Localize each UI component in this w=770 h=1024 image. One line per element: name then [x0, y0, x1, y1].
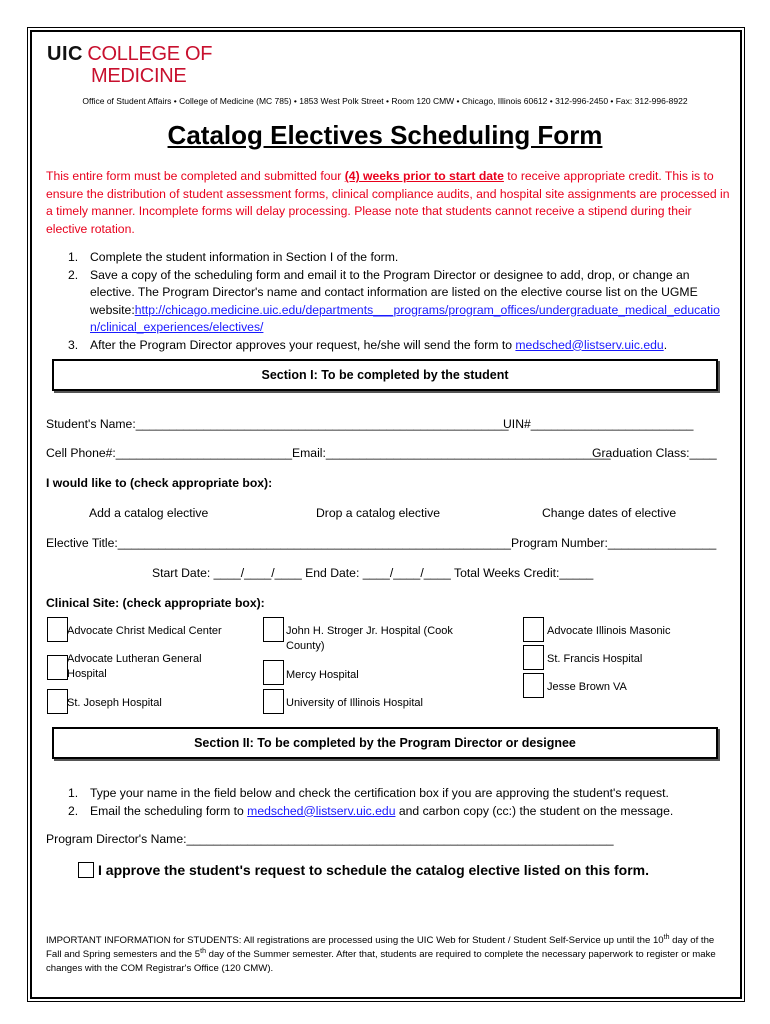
important-text-2: day of the Fall and Spring semesters and the 5	[46, 935, 715, 960]
logo-uic: UIC	[47, 43, 83, 65]
step-text: Email the scheduling form to	[90, 803, 248, 818]
ordinal-suffix: th	[663, 933, 670, 941]
step-text: Type your name in the field below and check the certification box if you are approving the student's request.	[90, 786, 669, 800]
cell-email-field[interactable]: Cell Phone#:__________________________Email:__________________________________________	[46, 446, 611, 460]
logo-medicine: MEDICINE	[91, 65, 187, 87]
ugme-electives-link[interactable]: http://chicago.medicine.uic.edu/departments___programs/program_offices/undergraduate_medical_education/clinical_experiences/electives/	[90, 302, 720, 334]
intro-deadline-emphasis: (4) weeks prior to start date	[344, 169, 504, 183]
step-number: 1.	[68, 786, 79, 800]
program-number-field[interactable]: Program Number:________________	[511, 536, 717, 550]
director-step-2	[68, 803, 728, 821]
important-text-1: IMPORTANT INFORMATION for STUDENTS: All registrations are processed using the UIC Web for Student / Student Self-Service up until the 10	[46, 935, 664, 946]
stroger-label: John H. Stroger Jr. Hospital (Cook County)	[286, 625, 453, 652]
step-text: Save a copy of the scheduling form and email it to the Program Director or designee to add, drop, or change an elective. The Program Director's name and contact information are listed on the elective course list on the UGME website:	[90, 267, 698, 317]
advocate-christ-label: Advocate Christ Medical Center	[67, 625, 222, 637]
director-step-1	[68, 785, 728, 803]
st-joseph-checkbox[interactable]	[47, 689, 68, 714]
instructions-list	[68, 249, 728, 354]
step-number: 3.	[68, 337, 79, 352]
uih-label: University of Illinois Hospital	[286, 697, 423, 709]
step-number: 2.	[68, 803, 79, 818]
program-director-name-field[interactable]: Program Director's Name:_______________________________________________________________	[46, 832, 614, 846]
step-number: 2.	[68, 267, 79, 282]
advocate-christ-checkbox[interactable]	[47, 617, 68, 642]
clinical-site-heading: Clinical Site: (check appropriate box):	[46, 596, 265, 610]
approval-statement: I approve the student's request to schedule the catalog elective listed on this form.	[98, 862, 650, 878]
uin-field[interactable]: UIN#________________________	[503, 417, 694, 431]
mercy-checkbox[interactable]	[263, 660, 284, 685]
step-text-end: and carbon copy (cc:) the student on the message.	[395, 803, 674, 818]
student-name-field[interactable]: Student's Name:_______________________________________________________	[46, 417, 509, 431]
intro-text-2: to receive appropriate credit. This is to ensure the distribution of student assessment forms, clinical compliance audits, and hospital site assignments are processed in a timely manner. Incomplete forms will delay processing. Please note that students cannot receive a stipend during their elective rotation.	[46, 169, 730, 236]
form-title: Catalog Electives Scheduling Form	[167, 120, 603, 150]
intro-paragraph	[46, 168, 734, 238]
step-period: .	[663, 337, 668, 352]
instruction-step-3	[68, 337, 728, 355]
advocate-lutheran-label: Advocate Lutheran General Hospital	[67, 653, 202, 680]
step-number: 1.	[68, 250, 79, 264]
logo-college: COLLEGE OF	[87, 43, 213, 65]
instruction-step-1	[68, 249, 728, 267]
st-francis-label: St. Francis Hospital	[547, 653, 643, 665]
uic-college-of-medicine-logo	[47, 43, 213, 87]
ordinal-suffix: th	[200, 947, 206, 955]
add-elective-option[interactable]: Add a catalog elective	[89, 506, 209, 520]
important-information	[46, 934, 726, 976]
dates-credit-field[interactable]: Start Date: ____/____/____ End Date: ____/____/____ Total Weeks Credit:_____	[152, 566, 594, 580]
mercy-label: Mercy Hospital	[286, 669, 359, 681]
st-joseph-label: St. Joseph Hospital	[67, 697, 162, 709]
medsched-email-link[interactable]: medsched@listserv.uic.edu	[247, 803, 396, 818]
medsched-email-link[interactable]: medsched@listserv.uic.edu	[515, 337, 664, 352]
section-2-heading: Section II: To be completed by the Program Director or designee	[52, 727, 718, 759]
instruction-step-2	[68, 267, 728, 337]
graduation-class-field[interactable]: Graduation Class:____	[592, 446, 717, 460]
director-instructions-list	[68, 785, 728, 820]
approval-checkbox[interactable]	[78, 862, 94, 878]
uih-checkbox[interactable]	[263, 689, 284, 714]
change-dates-option[interactable]: Change dates of elective	[542, 506, 677, 520]
section-1-heading: Section I: To be completed by the student	[52, 359, 718, 391]
step-text: Complete the student information in Section I of the form.	[90, 250, 399, 264]
important-text-3: day of the Summer semester. After that, students are required to complete the necessary paperwork to register or make changes with the COM Registrar's Office (120 CMW).	[46, 949, 716, 974]
jesse-brown-label: Jesse Brown VA	[547, 681, 627, 693]
step-text: After the Program Director approves your request, he/she will send the form to	[90, 337, 516, 352]
check-action-heading: I would like to (check appropriate box):	[46, 476, 273, 490]
drop-elective-option[interactable]: Drop a catalog elective	[316, 506, 440, 520]
office-address-line: Office of Student Affairs • College of Medicine (MC 785) • 1853 West Polk Street • Room 120 CMW • Chicago, Illinois 60612 • 312-996-2450 • Fax: 312-996-8922	[82, 96, 688, 106]
advocate-masonic-label: Advocate Illinois Masonic	[547, 625, 671, 637]
advocate-lutheran-checkbox[interactable]	[47, 655, 68, 680]
stroger-checkbox[interactable]	[263, 617, 284, 642]
jesse-brown-checkbox[interactable]	[523, 673, 544, 698]
st-francis-checkbox[interactable]	[523, 645, 544, 670]
elective-title-field[interactable]: Elective Title:__________________________________________________________	[46, 536, 511, 550]
intro-text-1: This entire form must be completed and submitted four	[46, 169, 345, 183]
advocate-masonic-checkbox[interactable]	[523, 617, 544, 642]
